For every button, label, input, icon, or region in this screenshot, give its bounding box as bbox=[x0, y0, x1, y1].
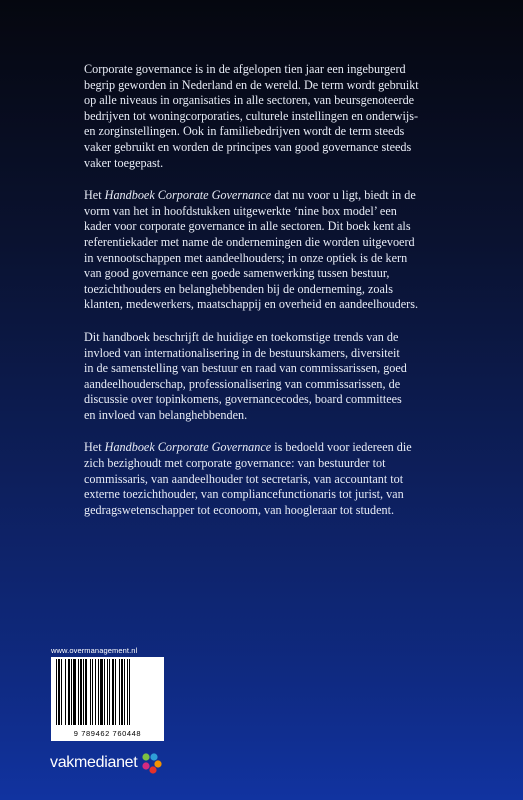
text-line bbox=[84, 219, 460, 235]
text-line bbox=[84, 361, 460, 377]
text-segment: toezichthouders en belanghebbenden bij de onderneming, zoals bbox=[84, 281, 393, 296]
book-title: Handboek Corporate Governance bbox=[104, 188, 272, 203]
publisher-logo bbox=[50, 752, 162, 774]
text-line bbox=[84, 440, 460, 456]
text-segment: Het bbox=[84, 188, 105, 203]
paragraph bbox=[84, 62, 460, 171]
text-line bbox=[84, 503, 460, 519]
text-segment: vaker toegepast. bbox=[84, 155, 164, 170]
text-segment: externe toezichthouder, van compliancefunctionaris tot jurist, van bbox=[84, 487, 404, 502]
text-line bbox=[84, 487, 460, 503]
barcode-icon bbox=[53, 659, 162, 729]
text-segment: in vennootschappen met aandeelhouders; in onze optiek is de kern bbox=[84, 250, 408, 265]
website-url: www.overmanagement.nl bbox=[51, 646, 138, 655]
text-segment: en zorginstellingen. Ook in familiebedrijven wordt de term steeds bbox=[84, 124, 405, 139]
text-line bbox=[84, 472, 460, 488]
text-line bbox=[84, 109, 460, 125]
text-line bbox=[84, 377, 460, 393]
text-segment: op alle niveaus in organisaties in alle sectoren, van beursgenoteerde bbox=[84, 93, 415, 108]
text-line bbox=[84, 78, 460, 94]
text-line bbox=[84, 456, 460, 472]
text-segment: discussie over topinkomens, governancecodes, board committees bbox=[84, 392, 402, 407]
text-segment: is bedoeld voor iedereen die bbox=[271, 440, 412, 455]
text-segment: begrip geworden in Nederland en de wereld. De term wordt gebruikt bbox=[84, 77, 419, 92]
paragraph bbox=[84, 440, 460, 518]
text-segment: commissaris, van aandeelhouder tot secretaris, van accountant tot bbox=[84, 471, 404, 486]
publisher-name: vakmedianet bbox=[50, 754, 138, 771]
text-segment: in de samenstelling van bestuur en raad van commissarissen, goed bbox=[84, 361, 407, 376]
vakmedianet-logo-icon bbox=[140, 752, 162, 774]
text-segment: van good governance een goede samenwerking tussen bestuur, bbox=[84, 266, 390, 281]
isbn-digits: 9 789462 760448 bbox=[73, 729, 142, 738]
text-line bbox=[84, 282, 460, 298]
text-segment: invloed van internationalisering in de bestuurskamers, diversiteit bbox=[84, 345, 400, 360]
text-line bbox=[84, 204, 460, 220]
text-segment: vorm van het in hoofdstukken uitgewerkte ‘nine box model’ een bbox=[84, 203, 397, 218]
text-line bbox=[84, 346, 460, 362]
text-line bbox=[84, 188, 460, 204]
text-segment: Corporate governance is in de afgelopen tien jaar een ingeburgerd bbox=[84, 62, 406, 76]
book-title: Handboek Corporate Governance bbox=[104, 440, 272, 455]
back-cover-text bbox=[84, 62, 460, 535]
text-segment: klanten, medewerkers, maatschappij en overheid en aandeelhouders. bbox=[84, 297, 419, 312]
text-segment: Het bbox=[84, 440, 105, 455]
text-segment: gedragswetenschapper tot econoom, van hoogleraar tot student. bbox=[84, 502, 395, 517]
text-segment: bedrijven tot woningcorporaties, culturele instellingen en onderwijs- bbox=[84, 108, 419, 123]
text-segment: kader voor corporate governance in alle sectoren. Dit boek kent als bbox=[84, 219, 411, 234]
text-line bbox=[84, 251, 460, 267]
text-line bbox=[84, 235, 460, 251]
paragraph bbox=[84, 188, 460, 313]
text-segment: dat nu voor u ligt, biedt in de bbox=[271, 188, 416, 203]
text-line bbox=[84, 297, 460, 313]
text-line bbox=[84, 156, 460, 172]
text-line bbox=[84, 93, 460, 109]
text-segment: zich bezighoudt met corporate governance: van bestuurder tot bbox=[84, 456, 386, 471]
text-line bbox=[84, 266, 460, 282]
text-line bbox=[84, 392, 460, 408]
text-line bbox=[84, 140, 460, 156]
text-segment: en invloed van belanghebbenden. bbox=[84, 407, 248, 422]
text-line bbox=[84, 408, 460, 424]
text-segment: Dit handboek beschrijft de huidige en toekomstige trends van de bbox=[84, 329, 399, 344]
text-line bbox=[84, 62, 460, 78]
paragraph bbox=[84, 330, 460, 424]
text-line bbox=[84, 124, 460, 140]
text-segment: aandeelhouderschap, professionalisering van commissarissen, de bbox=[84, 376, 401, 391]
isbn-barcode bbox=[51, 657, 164, 741]
text-segment: vaker gebruikt en worden de principes van good governance steeds bbox=[84, 139, 412, 154]
text-line bbox=[84, 330, 460, 346]
text-segment: referentiekader met name de ondernemingen die worden uitgevoerd bbox=[84, 234, 415, 249]
